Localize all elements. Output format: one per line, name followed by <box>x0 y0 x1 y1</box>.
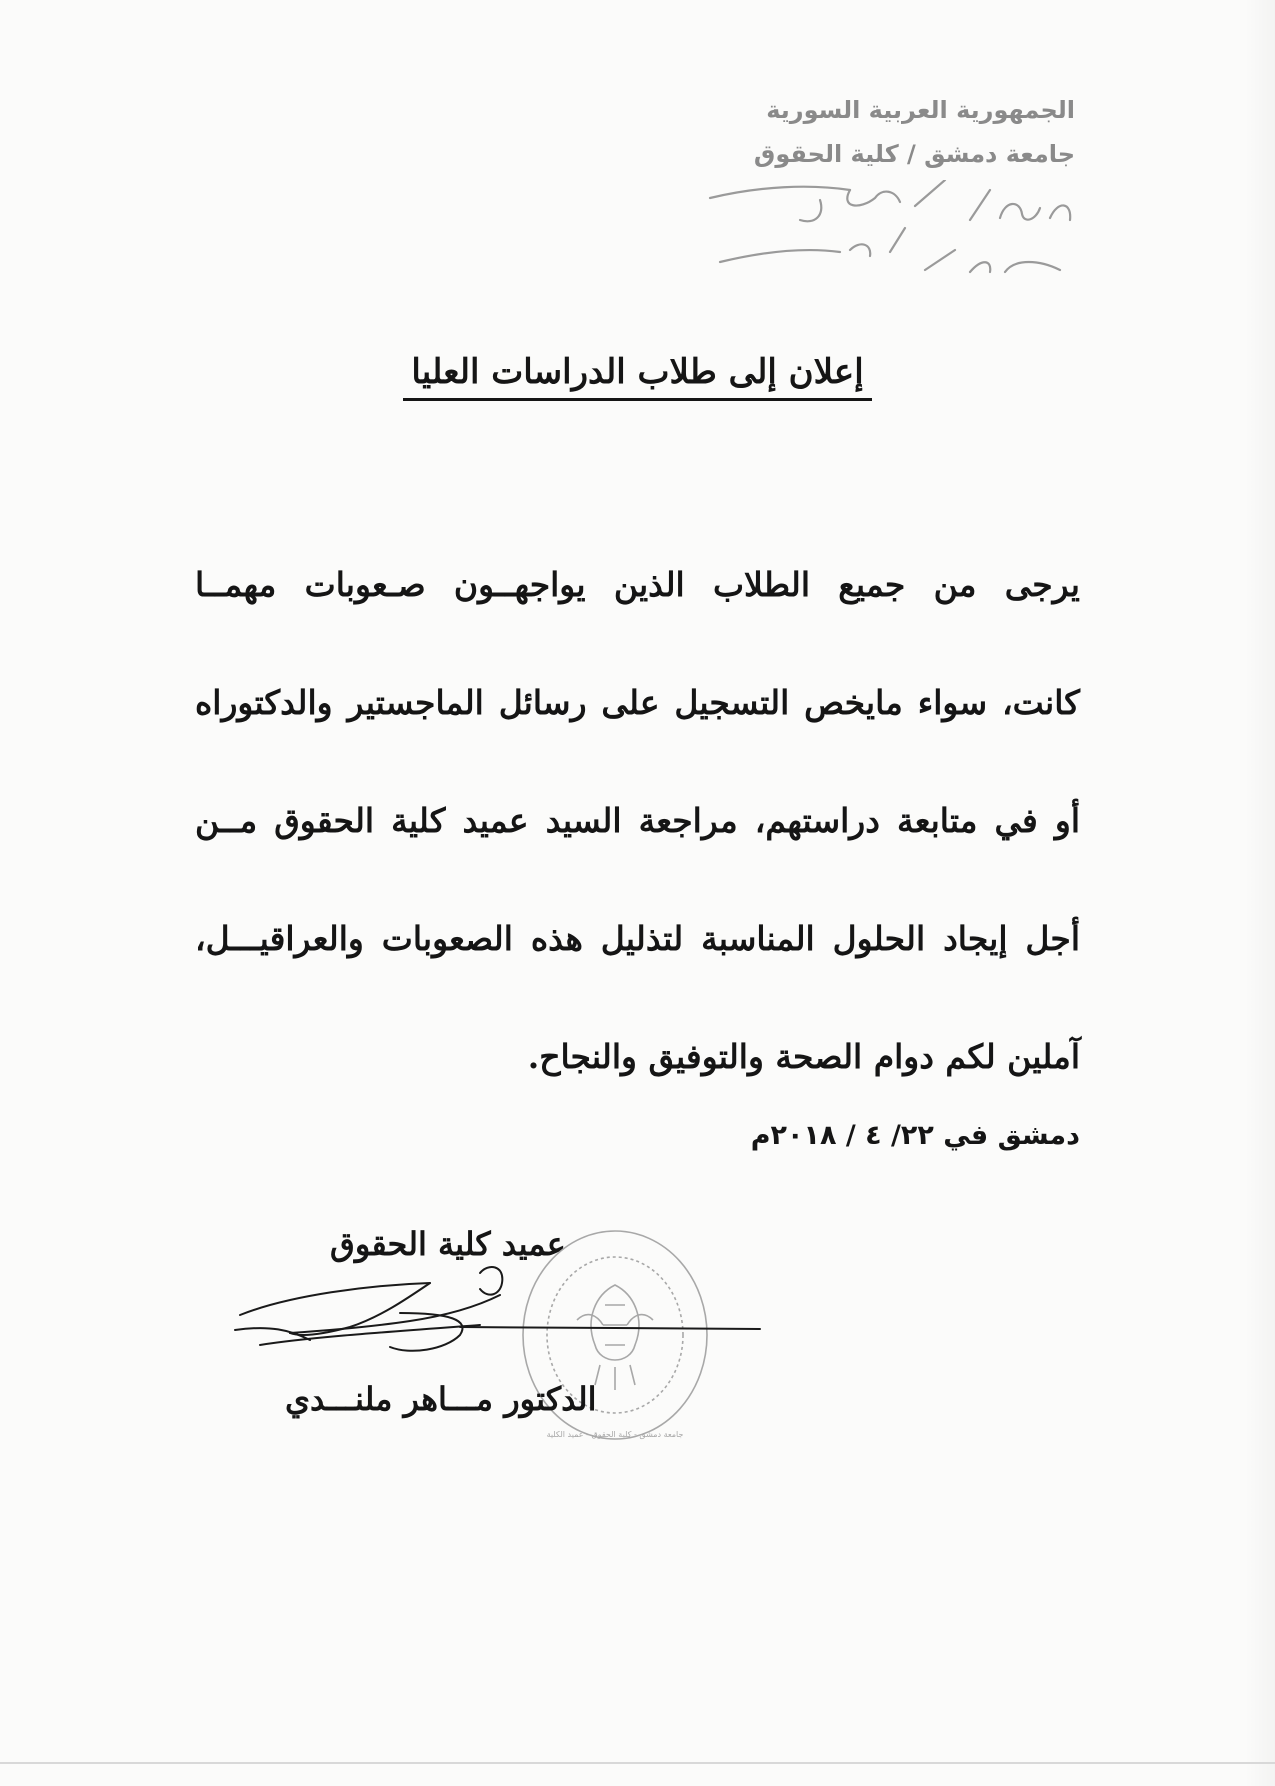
body-line-5: آملين لكم دوام الصحة والتوفيق والنجاح. <box>527 1037 1080 1076</box>
dean-title: عميد كلية الحقوق <box>330 1225 566 1263</box>
institution-header <box>754 88 1075 176</box>
header-country: الجمهورية العربية السورية <box>766 96 1075 124</box>
signature-graphic <box>230 1255 880 1395</box>
announcement-title <box>0 352 1275 392</box>
announcement-title-text: إعلان إلى طلاب الدراسات العليا <box>403 352 871 401</box>
reference-number <box>700 180 760 184</box>
body-line-3: أو في متابعة دراستهم، مراجعة السيد عميد كلية الحقوق مــن <box>195 801 1080 840</box>
body-line-4: أجل إيجاد الحلول المناسبة لتذليل هذه الصعوبات والعراقيـــل، <box>195 919 1080 958</box>
scan-edge-shadow <box>1245 0 1275 1786</box>
header-faculty: جامعة دمشق / كلية الحقوق <box>753 140 1075 168</box>
seal-text: جامعة دمشق - كلية الحقوق - عميد الكلية <box>546 1430 684 1439</box>
body-line-2: كانت، سواء مايخص التسجيل على رسائل الماجستير والدكتوراه <box>195 683 1080 722</box>
handwritten-reference-graphic <box>700 180 1080 290</box>
issue-date: دمشق في ٢٢/ ٤ / ٢٠١٨م <box>750 1120 1080 1151</box>
announcement-body <box>195 555 1080 1145</box>
body-line-1: يرجى من جميع الطلاب الذين يواجهــون صـعوبات مهمــا <box>195 565 1080 604</box>
handwritten-signature <box>230 1255 880 1395</box>
handwritten-reference <box>700 180 1080 290</box>
page-bottom-border <box>0 1762 1275 1764</box>
reference-date <box>700 180 754 184</box>
dean-name: الدكتور مـــاهر ملنـــدي <box>285 1380 597 1418</box>
